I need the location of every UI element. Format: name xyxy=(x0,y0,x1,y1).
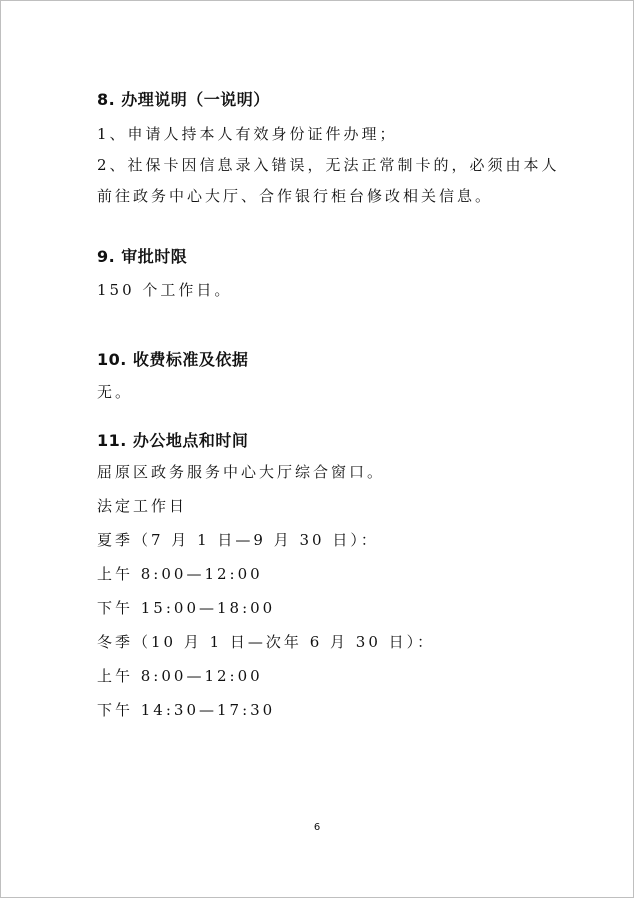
section-11-line-1: 屈原区政务服务中心大厅综合窗口。 xyxy=(97,463,386,481)
section-11-heading: 11. 办公地点和时间 xyxy=(97,431,249,450)
section-11-line-6: 冬季（10 月 1 日—次年 6 月 30 日）： xyxy=(97,633,436,651)
section-11-line-5: 下午 15:00—18:00 xyxy=(97,599,276,617)
section-8-line-3: 前往政务中心大厅、合作银行柜台修改相关信息。 xyxy=(97,187,494,205)
section-10-heading: 10. 收费标准及依据 xyxy=(97,350,249,369)
section-8-line-1: 1、申请人持本人有效身份证件办理； xyxy=(97,125,398,143)
section-11-line-4: 上午 8:00—12:00 xyxy=(97,565,263,583)
section-11-line-7: 上午 8:00—12:00 xyxy=(97,667,263,685)
section-8-line-2: 2、社保卡因信息录入错误，无法正常制卡的，必须由本人 xyxy=(97,156,560,174)
section-10-line-1: 无。 xyxy=(97,383,134,401)
section-9-line-1: 150 个工作日。 xyxy=(97,281,233,299)
section-11-line-3: 夏季（7 月 1 日—9 月 30 日）： xyxy=(97,531,379,549)
page-number: 6 xyxy=(313,822,321,833)
section-11-line-8: 下午 14:30—17:30 xyxy=(97,701,276,719)
section-9-heading: 9. 审批时限 xyxy=(97,247,188,266)
section-8-heading: 8. 办理说明（一说明） xyxy=(97,90,270,109)
section-11-line-2: 法定工作日 xyxy=(97,497,188,515)
